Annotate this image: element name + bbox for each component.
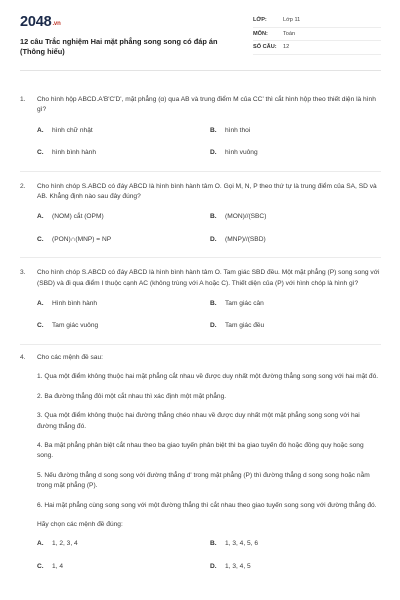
option-d[interactable]: [210, 562, 360, 572]
question-text: Cho hình hộp ABCD.A'B'C'D', mặt phẳng (α) qua AB và trung điểm M của CC' thì cắt hình hộp theo thiết diện là hình gì?: [37, 96, 376, 114]
meta-row-subject: [253, 28, 381, 42]
question-stem: [20, 95, 381, 116]
page-title: 12 câu Trắc nghiệm Hai mặt phẳng song song có đáp án (Thông hiểu): [20, 37, 218, 56]
option-b[interactable]: [210, 539, 360, 549]
statement-prompt: Hãy chọn các mệnh đề đúng:: [37, 520, 123, 528]
statement-list: [37, 372, 381, 530]
option-text: (MNP)//(SBD): [225, 235, 266, 243]
option-d[interactable]: [210, 235, 360, 245]
option-letter: C.: [37, 562, 44, 570]
statement-item: 3. Qua một điểm không thuộc hai đường thẳng chéo nhau về được duy nhất một mặt phẳng song song với hai đường thẳng đó.: [37, 412, 360, 430]
question-number: 3.: [20, 269, 26, 277]
answer-options: [37, 126, 381, 159]
question-1: [20, 95, 381, 159]
option-c[interactable]: [37, 148, 210, 158]
answer-options: [37, 212, 381, 245]
statement-item: 1. Qua một điểm không thuộc hai mặt phẳng cắt nhau về được duy nhất một đường thẳng song song với hai mặt đó.: [37, 373, 379, 381]
question-number: 2.: [20, 182, 26, 190]
option-text: hình thoi: [225, 126, 251, 134]
statement-item: 4. Ba mặt phẳng phân biệt cắt nhau theo ba giao tuyến phân biệt thì ba giao tuyến đó hoặc đồng quy hoặc song song.: [37, 441, 364, 460]
header-left: [20, 14, 242, 57]
meta-table: [253, 14, 381, 55]
option-letter: B.: [210, 540, 217, 548]
question-divider: [20, 344, 381, 345]
answer-options: [37, 299, 381, 332]
question-text: Cho hình chóp S.ABCD có đáy ABCD là hình bình hành tâm O. Gọi M, N, P theo thứ tự là trung điểm của SA, SD và AB. Khẳng định nào sau đây đúng?: [37, 182, 377, 201]
option-a[interactable]: [37, 299, 210, 309]
site-logo[interactable]: [20, 14, 242, 32]
question-number: 4.: [20, 353, 26, 361]
option-b[interactable]: [210, 299, 360, 309]
option-a[interactable]: [37, 539, 210, 549]
option-letter: C.: [37, 322, 44, 330]
option-text: Tam giác cân: [225, 300, 264, 308]
logo-suffix: .vn: [52, 21, 61, 27]
option-letter: A.: [37, 300, 44, 308]
option-letter: A.: [37, 540, 44, 548]
option-letter: D.: [210, 149, 217, 157]
option-letter: B.: [210, 213, 217, 221]
question-text: Cho hình chóp S.ABCD có đáy ABCD là hình bình hành tâm O. Tam giác SBD đều. Một mặt phẳng (P) song song với (SBD) và đi qua điểm I thuộc cạnh AC (không trùng với A hoặc C). Thiết diện của (P) với hình chóp là hình gì?: [37, 269, 380, 287]
option-letter: B.: [210, 300, 217, 308]
option-letter: C.: [37, 149, 44, 157]
meta-value: Lớp 11: [283, 17, 301, 24]
meta-value: Toán: [283, 30, 296, 37]
question-text: Cho các mệnh đề sau:: [37, 353, 103, 361]
meta-label: SỐ CÂU:: [253, 44, 277, 51]
question-2: [20, 182, 381, 246]
option-text: Tam giác vuông: [52, 322, 99, 330]
option-text: hình vuông: [225, 149, 258, 157]
option-text: 1, 4: [52, 562, 63, 570]
question-stem: [20, 182, 381, 203]
option-a[interactable]: [37, 212, 210, 222]
document-header: [20, 14, 381, 71]
option-b[interactable]: [210, 212, 360, 222]
meta-value: 12: [283, 44, 290, 51]
option-letter: A.: [37, 213, 44, 221]
option-letter: C.: [37, 235, 44, 243]
statement-item: 5. Nếu đường thẳng d song song với đường thẳng d' trong mặt phẳng (P) thì đường thẳng d song song hoặc nằm trong mặt phẳng (P).: [37, 471, 370, 490]
answer-options: [37, 539, 381, 572]
statement-item: 6. Hai mặt phẳng cùng song song với một đường thẳng thì cắt nhau theo giao tuyến song song với đường thẳng đó.: [37, 501, 377, 509]
question-stem: [20, 268, 381, 289]
option-d[interactable]: [210, 148, 360, 158]
option-letter: A.: [37, 126, 44, 134]
statement-item: 2. Ba đường thẳng đôi một cắt nhau thì xác định một mặt phẳng.: [37, 392, 227, 400]
option-b[interactable]: [210, 126, 360, 136]
meta-row-count: [253, 41, 381, 55]
option-letter: D.: [210, 562, 217, 570]
option-c[interactable]: [37, 562, 210, 572]
option-text: 1, 3, 4, 5: [225, 562, 251, 570]
question-3: [20, 268, 381, 332]
option-text: Tam giác đều: [225, 322, 265, 330]
option-c[interactable]: [37, 235, 210, 245]
option-text: 1, 2, 3, 4: [52, 540, 78, 548]
option-text: hình bình hành: [52, 149, 96, 157]
option-text: 1, 3, 4, 5, 6: [225, 540, 258, 548]
option-text: (PON)∩(MNP) = NP: [52, 235, 112, 243]
question-stem: [20, 353, 381, 363]
question-divider: [20, 171, 381, 172]
question-number: 1.: [20, 96, 26, 103]
option-text: hình chữ nhật: [52, 126, 93, 134]
question-divider: [20, 257, 381, 258]
option-letter: D.: [210, 235, 217, 243]
meta-row-class: [253, 14, 381, 28]
option-d[interactable]: [210, 321, 360, 331]
option-letter: D.: [210, 322, 217, 330]
option-letter: B.: [210, 126, 217, 134]
meta-label: MÔN:: [253, 30, 268, 37]
question-4: [20, 353, 381, 572]
option-text: (NOM) cắt (OPM): [52, 213, 104, 221]
meta-label: LỚP:: [253, 17, 267, 24]
option-text: (MON)//(SBC): [225, 213, 267, 221]
option-text: Hình bình hành: [52, 300, 98, 308]
option-a[interactable]: [37, 126, 210, 136]
logo-text: 2048: [20, 14, 52, 30]
option-c[interactable]: [37, 321, 210, 331]
